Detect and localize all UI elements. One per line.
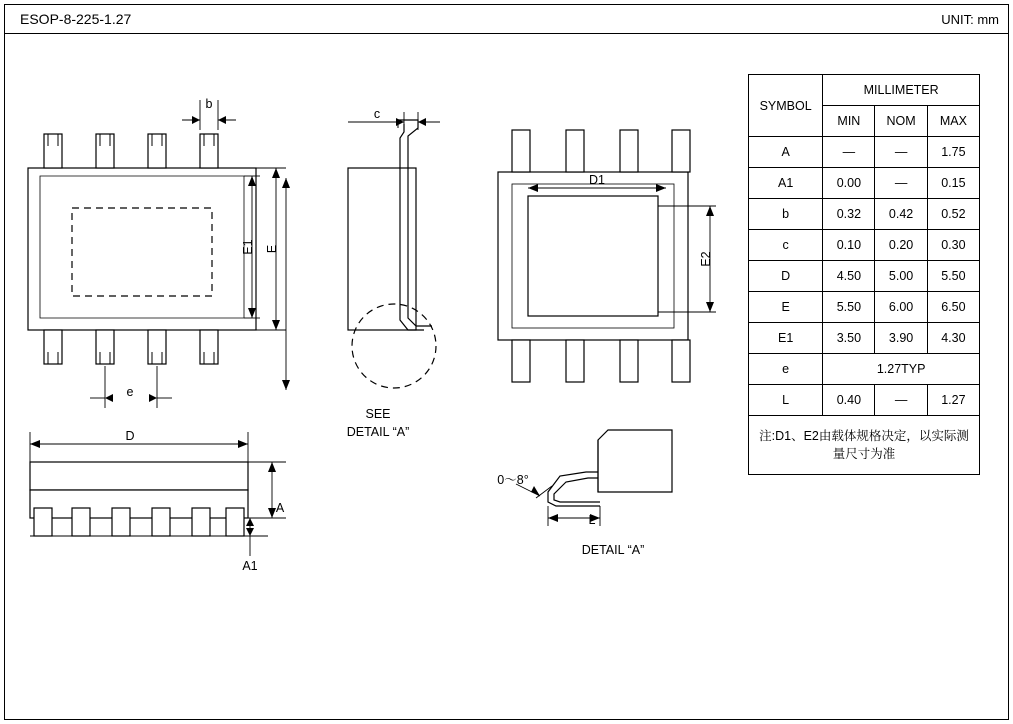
row-min: 4.50	[823, 261, 875, 292]
dim-label-e2: E2	[699, 251, 713, 267]
row-max: 0.52	[927, 199, 979, 230]
row-symbol: D	[749, 261, 823, 292]
table-header-row	[749, 75, 980, 106]
row-min: 0.40	[823, 385, 875, 416]
row-nom: 6.00	[875, 292, 927, 323]
dim-label-angle: 0～8°	[497, 473, 529, 487]
row-min: 0.10	[823, 230, 875, 261]
row-nom: 0.20	[875, 230, 927, 261]
table-row	[749, 199, 980, 230]
table-note: 注:D1、E2由载体规格决定，以实际测量尺寸为准	[749, 416, 980, 475]
dim-label-a: A	[275, 501, 285, 515]
dim-label-e: e	[126, 385, 134, 399]
header-millimeter: MILLIMETER	[823, 75, 980, 106]
detail-a-reference: DETAIL “A”	[346, 425, 410, 439]
row-min: 3.50	[823, 323, 875, 354]
header-min: MIN	[823, 106, 875, 137]
table-row	[749, 385, 980, 416]
table-note-row	[749, 416, 980, 475]
row-max: 0.30	[927, 230, 979, 261]
header-symbol: SYMBOL	[749, 75, 823, 137]
row-min: 0.00	[823, 168, 875, 199]
row-symbol: E	[749, 292, 823, 323]
row-symbol: e	[749, 354, 823, 385]
row-min: 5.50	[823, 292, 875, 323]
row-max: 0.15	[927, 168, 979, 199]
dim-label-a1: A1	[242, 559, 258, 573]
table-row	[749, 168, 980, 199]
row-nom: 5.00	[875, 261, 927, 292]
table-row	[749, 137, 980, 168]
row-span-value: 1.27TYP	[823, 354, 980, 385]
row-max: 1.75	[927, 137, 979, 168]
table-row	[749, 292, 980, 323]
detail-a-caption: DETAIL “A”	[581, 543, 645, 557]
row-nom: 3.90	[875, 323, 927, 354]
row-symbol: c	[749, 230, 823, 261]
dim-label-e1: E1	[241, 239, 255, 255]
row-symbol: A	[749, 137, 823, 168]
row-symbol: E1	[749, 323, 823, 354]
row-symbol: L	[749, 385, 823, 416]
dim-label-d: D	[125, 429, 135, 443]
row-max: 6.50	[927, 292, 979, 323]
table-row	[749, 354, 980, 385]
dim-label-c: c	[373, 107, 381, 121]
table-row	[749, 323, 980, 354]
header-nom: NOM	[875, 106, 927, 137]
dim-label-d1: D1	[589, 173, 605, 187]
row-nom: —	[875, 385, 927, 416]
unit-label: UNIT: mm	[941, 12, 999, 27]
see-label: SEE	[365, 407, 391, 421]
dimension-table	[748, 74, 980, 475]
row-nom: —	[875, 137, 927, 168]
page-title: ESOP-8-225-1.27	[20, 11, 132, 27]
row-nom: —	[875, 168, 927, 199]
header-max: MAX	[927, 106, 979, 137]
table-row	[749, 261, 980, 292]
row-max: 1.27	[927, 385, 979, 416]
row-symbol: b	[749, 199, 823, 230]
dim-label-b: b	[205, 97, 213, 111]
row-max: 5.50	[927, 261, 979, 292]
row-max: 4.30	[927, 323, 979, 354]
dim-label-l: L	[588, 513, 596, 527]
row-min: —	[823, 137, 875, 168]
row-nom: 0.42	[875, 199, 927, 230]
table-row	[749, 230, 980, 261]
row-symbol: A1	[749, 168, 823, 199]
dim-label-e-height: E	[265, 244, 279, 254]
row-min: 0.32	[823, 199, 875, 230]
